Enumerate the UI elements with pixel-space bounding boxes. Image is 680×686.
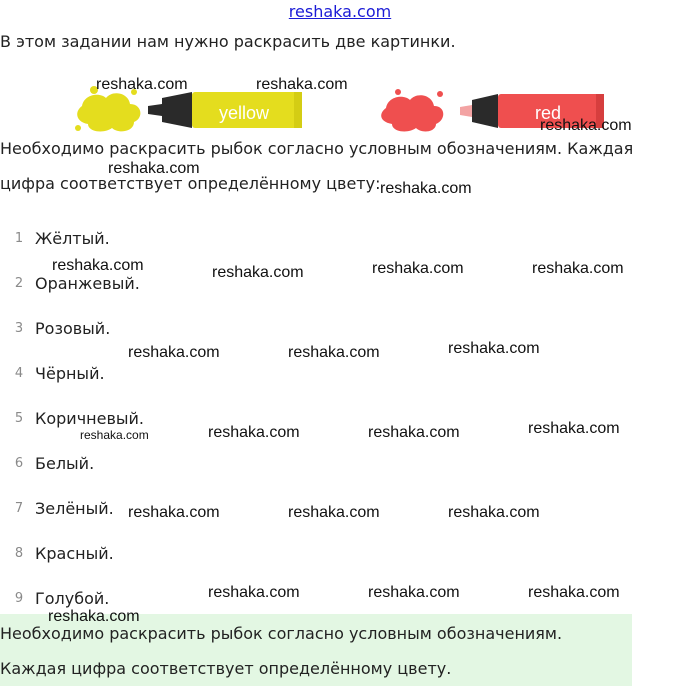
list-item: Голубой. [35, 589, 110, 608]
watermark: reshaka.com [448, 340, 540, 357]
watermark: reshaka.com [540, 117, 632, 134]
site-link[interactable]: reshaka.com [288, 2, 392, 21]
watermark: reshaka.com [288, 504, 380, 521]
list-item: Розовый. [35, 319, 111, 338]
list-number: 9 [14, 591, 24, 606]
intro-text: В этом задании нам нужно раскрасить две картинки. [0, 32, 456, 51]
watermark: reshaka.com [256, 76, 348, 93]
watermark: reshaka.com [80, 428, 149, 442]
watermark: reshaka.com [380, 180, 472, 197]
red-marker-label: red [535, 103, 562, 123]
list-number: 2 [14, 276, 24, 291]
watermark: reshaka.com [448, 504, 540, 521]
watermark: reshaka.com [128, 344, 220, 361]
watermark: reshaka.com [208, 584, 300, 601]
watermark: reshaka.com [288, 344, 380, 361]
watermark: reshaka.com [528, 420, 620, 437]
footer-line-1: Необходимо раскрасить рыбок согласно условным обозначениям. [0, 624, 563, 643]
list-number: 3 [14, 321, 24, 336]
watermark: reshaka.com [368, 584, 460, 601]
list-item: Оранжевый. [35, 274, 140, 293]
instruction-line-2: цифра соответствует определённому цвету: [0, 174, 381, 193]
instruction-line-1: Необходимо раскрасить рыбок согласно условным обозначениям. Каждая [0, 139, 634, 158]
watermark: reshaka.com [528, 584, 620, 601]
list-item: Чёрный. [35, 364, 105, 383]
watermark: reshaka.com [368, 424, 460, 441]
watermark: reshaka.com [128, 504, 220, 521]
watermark: reshaka.com [372, 260, 464, 277]
watermark: reshaka.com [212, 264, 304, 281]
list-number: 6 [14, 456, 24, 471]
watermark: reshaka.com [96, 76, 188, 93]
list-number: 7 [14, 501, 24, 516]
watermark: reshaka.com [108, 160, 200, 177]
list-number: 1 [14, 231, 24, 246]
watermark: reshaka.com [48, 608, 140, 625]
list-item: Коричневый. [35, 409, 145, 428]
list-item: Красный. [35, 544, 114, 563]
yellow-marker-label: yellow [219, 103, 270, 123]
list-item: Белый. [35, 454, 95, 473]
list-number: 4 [14, 366, 24, 381]
watermark: reshaka.com [52, 257, 144, 274]
list-item: Зелёный. [35, 499, 114, 518]
watermark: reshaka.com [208, 424, 300, 441]
watermark: reshaka.com [532, 260, 624, 277]
footer-line-2: Каждая цифра соответствует определённому цвету. [0, 659, 452, 678]
list-number: 5 [14, 411, 24, 426]
red-paint-splash [378, 88, 448, 134]
list-item: Жёлтый. [35, 229, 110, 248]
list-number: 8 [14, 546, 24, 561]
